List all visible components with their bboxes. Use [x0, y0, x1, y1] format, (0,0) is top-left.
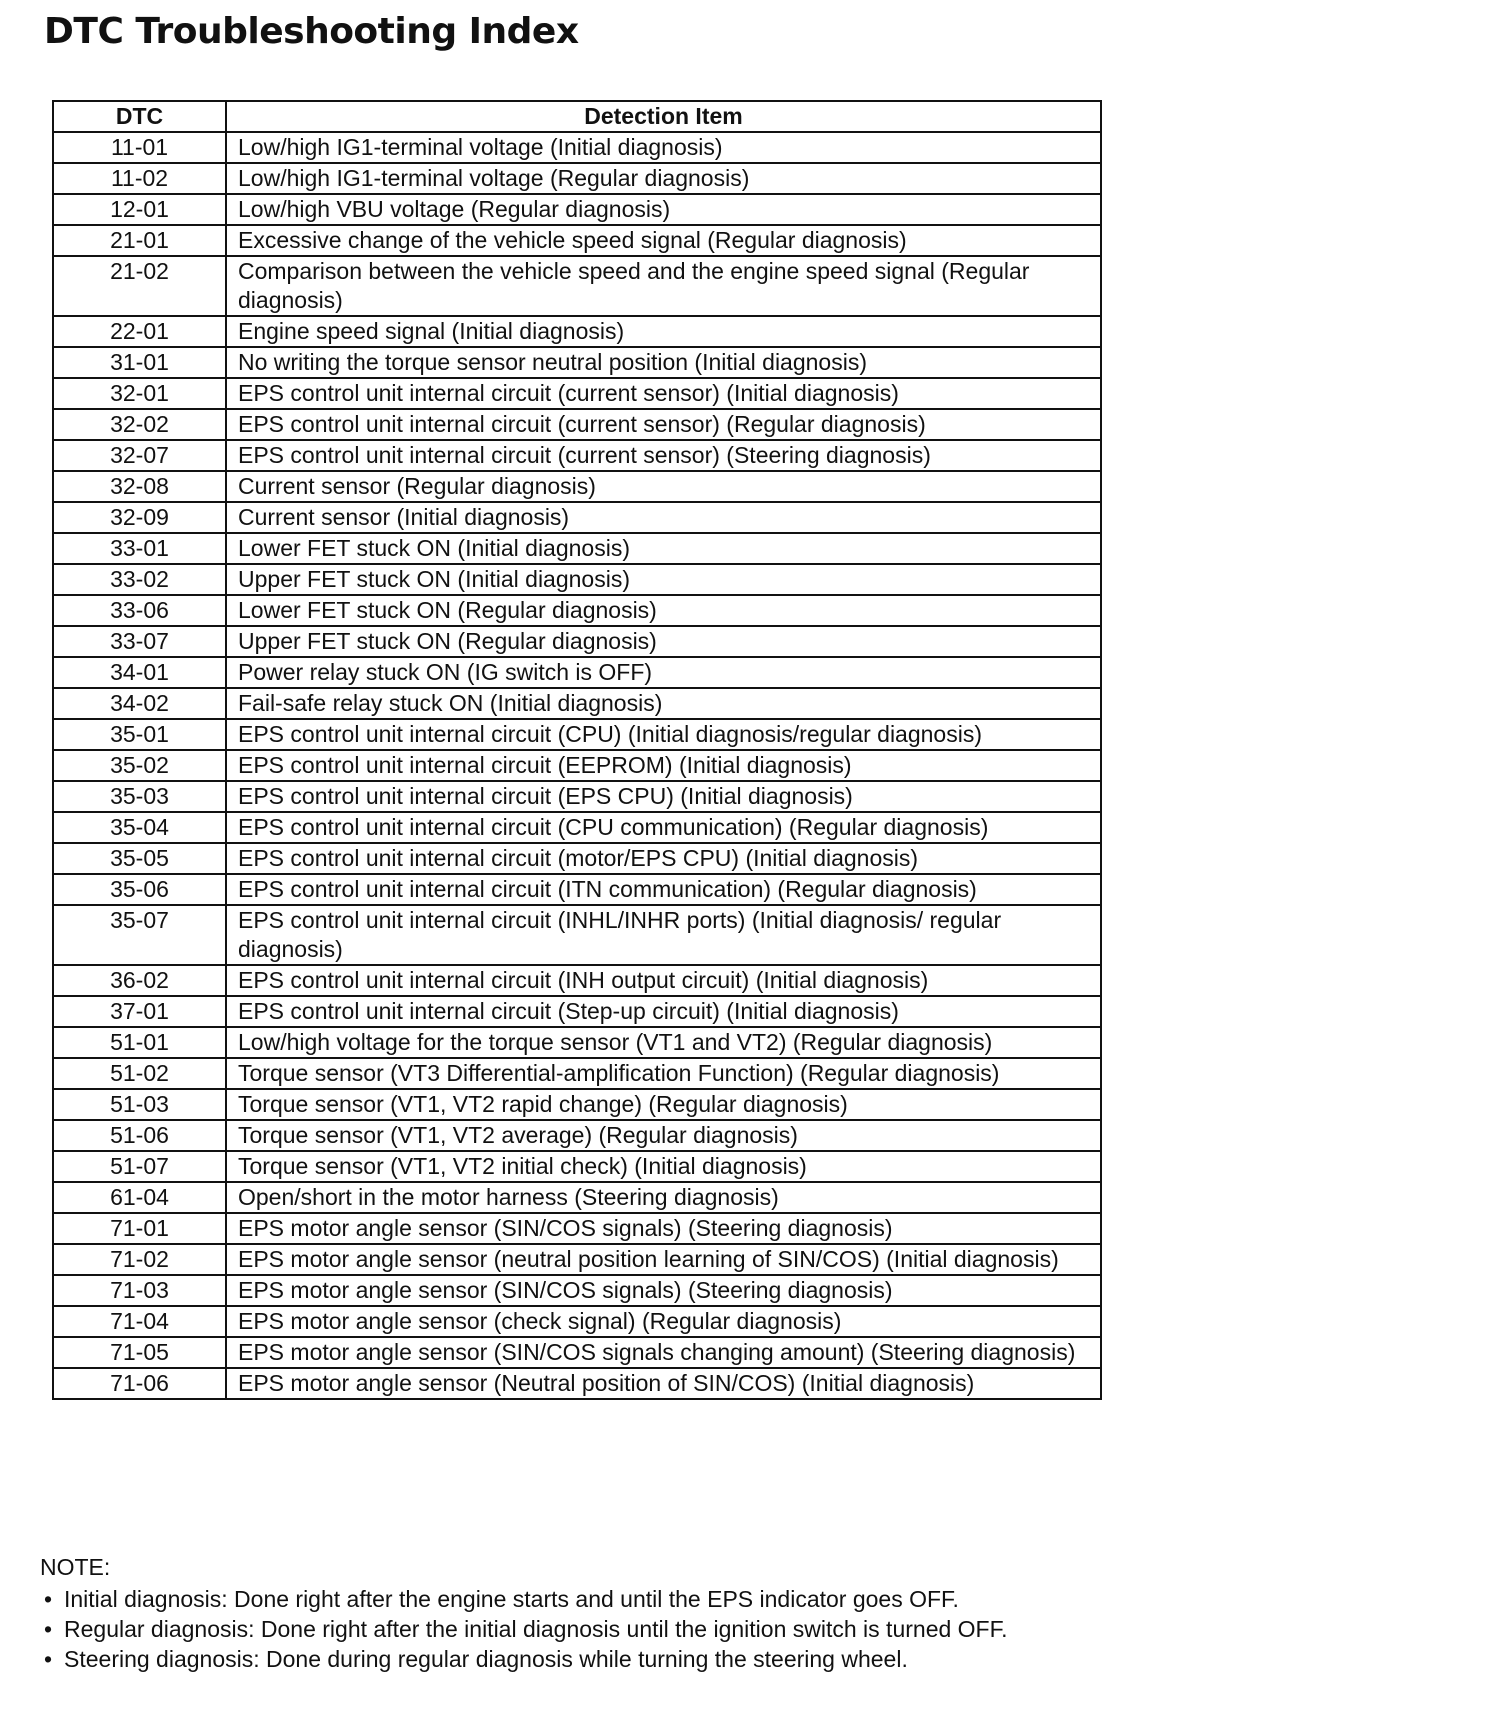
detection-item-cell: EPS control unit internal circuit (CPU) (Initial diagnosis/regular diagnosis)	[226, 719, 1101, 750]
dtc-code-cell: 35-01	[53, 719, 226, 750]
table-row	[53, 626, 1101, 657]
detection-item-cell: Current sensor (Regular diagnosis)	[226, 471, 1101, 502]
dtc-code-cell: 33-06	[53, 595, 226, 626]
table-row	[53, 1058, 1101, 1089]
dtc-code-cell: 32-09	[53, 502, 226, 533]
dtc-code-cell: 33-01	[53, 533, 226, 564]
dtc-code-cell: 71-06	[53, 1368, 226, 1399]
detection-item-cell: EPS control unit internal circuit (CPU communication) (Regular diagnosis)	[226, 812, 1101, 843]
detection-item-cell: Engine speed signal (Initial diagnosis)	[226, 316, 1101, 347]
table-row	[53, 194, 1101, 225]
dtc-code-cell: 36-02	[53, 965, 226, 996]
detection-item-cell: EPS control unit internal circuit (ITN communication) (Regular diagnosis)	[226, 874, 1101, 905]
table-row	[53, 781, 1101, 812]
dtc-code-cell: 71-03	[53, 1275, 226, 1306]
detection-item-cell: EPS control unit internal circuit (current sensor) (Regular diagnosis)	[226, 409, 1101, 440]
detection-item-cell: Upper FET stuck ON (Regular diagnosis)	[226, 626, 1101, 657]
table-row	[53, 409, 1101, 440]
dtc-code-cell: 32-08	[53, 471, 226, 502]
notes-list	[40, 1584, 1008, 1674]
detection-item-cell: EPS motor angle sensor (neutral position learning of SIN/COS) (Initial diagnosis)	[226, 1244, 1101, 1275]
table-row	[53, 225, 1101, 256]
table-row	[53, 1120, 1101, 1151]
dtc-code-cell: 21-02	[53, 256, 226, 316]
detection-item-cell: Current sensor (Initial diagnosis)	[226, 502, 1101, 533]
bullet-icon: •	[44, 1616, 53, 1642]
table-row	[53, 564, 1101, 595]
notes-heading: NOTE:	[40, 1554, 111, 1580]
detection-item-cell: Power relay stuck ON (IG switch is OFF)	[226, 657, 1101, 688]
table-row	[53, 905, 1101, 965]
table-row	[53, 1306, 1101, 1337]
detection-item-cell: Torque sensor (VT1, VT2 initial check) (Initial diagnosis)	[226, 1151, 1101, 1182]
detection-item-cell: EPS control unit internal circuit (current sensor) (Initial diagnosis)	[226, 378, 1101, 409]
table-row	[53, 688, 1101, 719]
detection-item-cell: EPS control unit internal circuit (current sensor) (Steering diagnosis)	[226, 440, 1101, 471]
bullet-icon: •	[44, 1586, 53, 1612]
detection-item-cell: Low/high IG1-terminal voltage (Initial diagnosis)	[226, 132, 1101, 163]
dtc-code-cell: 31-01	[53, 347, 226, 378]
dtc-code-cell: 35-03	[53, 781, 226, 812]
dtc-code-cell: 71-01	[53, 1213, 226, 1244]
detection-item-cell: EPS control unit internal circuit (Step-up circuit) (Initial diagnosis)	[226, 996, 1101, 1027]
detection-item-cell: Torque sensor (VT1, VT2 rapid change) (Regular diagnosis)	[226, 1089, 1101, 1120]
dtc-code-cell: 21-01	[53, 225, 226, 256]
bullet-icon: •	[44, 1646, 53, 1672]
table-row	[53, 657, 1101, 688]
detection-item-cell: EPS motor angle sensor (SIN/COS signals) (Steering diagnosis)	[226, 1213, 1101, 1244]
dtc-code-cell: 22-01	[53, 316, 226, 347]
table-row	[53, 316, 1101, 347]
dtc-code-cell: 32-07	[53, 440, 226, 471]
table-row	[53, 1089, 1101, 1120]
detection-item-cell: EPS control unit internal circuit (INHL/INHR ports) (Initial diagnosis/ regular diagnosis)	[226, 905, 1101, 965]
dtc-code-cell: 33-07	[53, 626, 226, 657]
table-row	[53, 440, 1101, 471]
dtc-code-cell: 34-01	[53, 657, 226, 688]
table-row	[53, 256, 1101, 316]
dtc-code-cell: 32-01	[53, 378, 226, 409]
detection-item-cell: EPS control unit internal circuit (EPS CPU) (Initial diagnosis)	[226, 781, 1101, 812]
detection-item-cell: EPS control unit internal circuit (INH output circuit) (Initial diagnosis)	[226, 965, 1101, 996]
table-row	[53, 378, 1101, 409]
column-header-detection-item: Detection Item	[226, 101, 1101, 132]
detection-item-cell: EPS control unit internal circuit (EEPROM) (Initial diagnosis)	[226, 750, 1101, 781]
table-row	[53, 163, 1101, 194]
dtc-code-cell: 11-02	[53, 163, 226, 194]
detection-item-cell: EPS control unit internal circuit (motor/EPS CPU) (Initial diagnosis)	[226, 843, 1101, 874]
detection-item-cell: Open/short in the motor harness (Steering diagnosis)	[226, 1182, 1101, 1213]
detection-item-cell: Excessive change of the vehicle speed signal (Regular diagnosis)	[226, 225, 1101, 256]
table-row	[53, 471, 1101, 502]
table-body	[53, 132, 1101, 1399]
dtc-code-cell: 51-03	[53, 1089, 226, 1120]
page-title: DTC Troubleshooting Index	[44, 11, 579, 52]
dtc-code-cell: 32-02	[53, 409, 226, 440]
table-row	[53, 595, 1101, 626]
dtc-code-cell: 37-01	[53, 996, 226, 1027]
table-header-row	[53, 101, 1101, 132]
dtc-code-cell: 71-04	[53, 1306, 226, 1337]
detection-item-cell: No writing the torque sensor neutral position (Initial diagnosis)	[226, 347, 1101, 378]
dtc-code-cell: 51-02	[53, 1058, 226, 1089]
dtc-code-cell: 35-07	[53, 905, 226, 965]
detection-item-cell: Upper FET stuck ON (Initial diagnosis)	[226, 564, 1101, 595]
table-row	[53, 1368, 1101, 1399]
table-row	[53, 347, 1101, 378]
detection-item-cell: EPS motor angle sensor (Neutral position of SIN/COS) (Initial diagnosis)	[226, 1368, 1101, 1399]
table-row	[53, 750, 1101, 781]
dtc-code-cell: 51-07	[53, 1151, 226, 1182]
note-text: Initial diagnosis: Done right after the engine starts and until the EPS indicator goes OFF.	[64, 1586, 959, 1612]
dtc-code-cell: 61-04	[53, 1182, 226, 1213]
table-row	[53, 996, 1101, 1027]
note-text: Regular diagnosis: Done right after the initial diagnosis until the ignition switch is turned OFF.	[64, 1616, 1008, 1642]
table-row	[53, 502, 1101, 533]
table-row	[53, 719, 1101, 750]
dtc-code-cell: 11-01	[53, 132, 226, 163]
note-item	[40, 1644, 1008, 1674]
detection-item-cell: Lower FET stuck ON (Initial diagnosis)	[226, 533, 1101, 564]
dtc-code-cell: 35-05	[53, 843, 226, 874]
table-row	[53, 1213, 1101, 1244]
notes-section	[40, 1552, 1008, 1674]
dtc-code-cell: 34-02	[53, 688, 226, 719]
table-row	[53, 533, 1101, 564]
table-row	[53, 1275, 1101, 1306]
table-row	[53, 1244, 1101, 1275]
detection-item-cell: Low/high VBU voltage (Regular diagnosis)	[226, 194, 1101, 225]
detection-item-cell: EPS motor angle sensor (SIN/COS signals changing amount) (Steering diagnosis)	[226, 1337, 1101, 1368]
note-text: Steering diagnosis: Done during regular diagnosis while turning the steering wheel.	[64, 1646, 908, 1672]
column-header-dtc: DTC	[53, 101, 226, 132]
dtc-code-cell: 71-05	[53, 1337, 226, 1368]
table-row	[53, 132, 1101, 163]
table-row	[53, 965, 1101, 996]
detection-item-cell: Comparison between the vehicle speed and the engine speed signal (Regular diagnosis)	[226, 256, 1101, 316]
dtc-code-cell: 71-02	[53, 1244, 226, 1275]
table-row	[53, 1182, 1101, 1213]
dtc-code-cell: 35-06	[53, 874, 226, 905]
detection-item-cell: Low/high voltage for the torque sensor (VT1 and VT2) (Regular diagnosis)	[226, 1027, 1101, 1058]
dtc-code-cell: 51-06	[53, 1120, 226, 1151]
detection-item-cell: Fail-safe relay stuck ON (Initial diagnosis)	[226, 688, 1101, 719]
detection-item-cell: EPS motor angle sensor (check signal) (Regular diagnosis)	[226, 1306, 1101, 1337]
table-row	[53, 1337, 1101, 1368]
detection-item-cell: Low/high IG1-terminal voltage (Regular diagnosis)	[226, 163, 1101, 194]
dtc-code-cell: 35-04	[53, 812, 226, 843]
note-item	[40, 1614, 1008, 1644]
table-row	[53, 812, 1101, 843]
detection-item-cell: Torque sensor (VT3 Differential-amplification Function) (Regular diagnosis)	[226, 1058, 1101, 1089]
detection-item-cell: Lower FET stuck ON (Regular diagnosis)	[226, 595, 1101, 626]
table-row	[53, 874, 1101, 905]
table-row	[53, 1151, 1101, 1182]
table-row	[53, 1027, 1101, 1058]
table-row	[53, 843, 1101, 874]
dtc-code-cell: 12-01	[53, 194, 226, 225]
note-item	[40, 1584, 1008, 1614]
dtc-code-cell: 33-02	[53, 564, 226, 595]
detection-item-cell: Torque sensor (VT1, VT2 average) (Regular diagnosis)	[226, 1120, 1101, 1151]
dtc-code-cell: 35-02	[53, 750, 226, 781]
dtc-code-cell: 51-01	[53, 1027, 226, 1058]
detection-item-cell: EPS motor angle sensor (SIN/COS signals) (Steering diagnosis)	[226, 1275, 1101, 1306]
dtc-table	[52, 100, 1102, 1400]
